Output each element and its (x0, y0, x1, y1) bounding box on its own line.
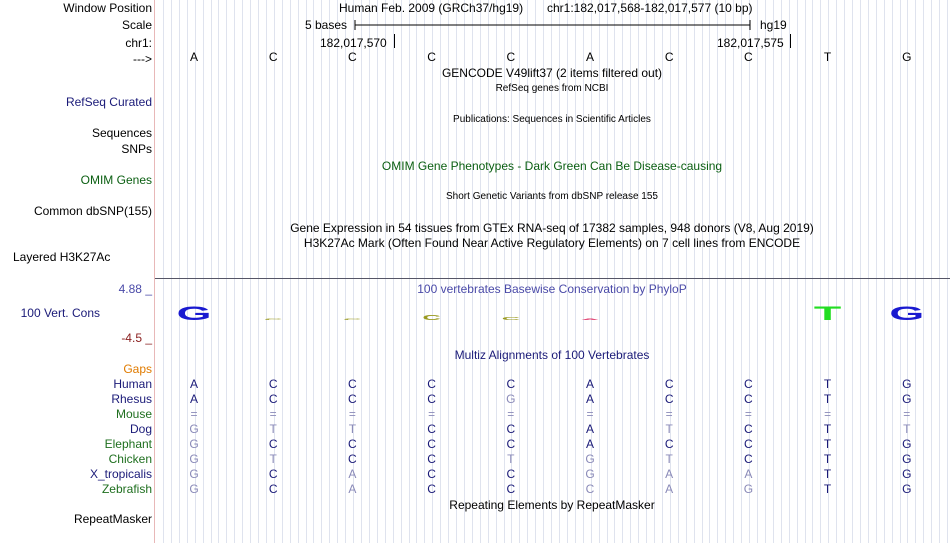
species-label[interactable]: Elephant (104, 437, 152, 451)
alignment-base: C (744, 437, 753, 451)
species-label[interactable]: Mouse (115, 407, 152, 421)
alignment-base: G (902, 452, 912, 466)
alignment-base: G (189, 422, 199, 436)
omim-track-title[interactable]: OMIM Gene Phenotypes - Dark Green Can Be Disease-causing (381, 159, 723, 173)
reference-base: A (189, 50, 198, 64)
alignment-base: T (665, 422, 673, 436)
alignment-base: = (190, 407, 198, 421)
alignment-base: G (189, 482, 199, 496)
alignment-base: C (664, 437, 674, 451)
alignment-base: A (665, 467, 674, 481)
reference-base: C (348, 50, 357, 64)
reference-base: C (268, 50, 278, 64)
dbsnp-track-title[interactable]: Short Genetic Variants from dbSNP release 155 (446, 191, 658, 202)
alignment-base: G (189, 437, 199, 451)
alignment-base: T (823, 377, 832, 391)
alignment-base: C (744, 392, 753, 406)
assembly-text[interactable]: Human Feb. 2009 (GRCh37/hg19) (339, 1, 524, 15)
omim-track-label[interactable]: OMIM Genes (80, 173, 152, 187)
alignment-base: C (348, 452, 357, 466)
alignment-base: = (903, 407, 911, 421)
alignment-base: C (268, 377, 278, 391)
cons-track-label[interactable]: 100 Vert. Cons (20, 306, 100, 320)
alignment-base: C (585, 482, 595, 496)
conservation-logo-letter: T (813, 302, 842, 325)
alignment-base: = (744, 407, 752, 421)
alignment-base: C (427, 377, 436, 391)
reference-base: C (506, 50, 516, 64)
alignment-base: A (585, 422, 594, 436)
alignment-base: T (269, 422, 277, 436)
reference-base: T (823, 50, 832, 64)
alignment-base: C (664, 377, 674, 391)
conservation-logo-letter: C (422, 313, 441, 322)
alignment-base: C (268, 392, 278, 406)
alignment-base: = (665, 407, 673, 421)
repeatmasker-track-label[interactable]: RepeatMasker (73, 512, 152, 526)
alignment-base: T (507, 452, 515, 466)
coord-left: 182,017,570 (320, 36, 387, 50)
cons-max-label: 4.88 _ (118, 282, 152, 296)
coord-right: 182,017,575 (717, 36, 784, 50)
h3k27ac-track-title[interactable]: H3K27Ac Mark (Often Found Near Active Regulatory Elements) on 7 cell lines from ENCODE (303, 236, 801, 250)
chrom-label[interactable]: chr1: (125, 36, 152, 50)
alignment-base: G (743, 482, 754, 496)
conservation-logo-letter: C (501, 315, 520, 322)
alignment-base: C (506, 377, 516, 391)
alignment-base: T (348, 422, 357, 436)
alignment-base: G (585, 467, 595, 481)
window-position-label: Window Position (63, 1, 152, 15)
refseq-track-label[interactable]: RefSeq Curated (65, 95, 152, 109)
alignment-base: C (664, 392, 674, 406)
gaps-label: Gaps (123, 362, 152, 376)
alignment-base: A (585, 437, 594, 451)
species-label[interactable]: Zebrafish (101, 482, 152, 496)
multiz-track-title[interactable]: Multiz Alignments of 100 Vertebrates (454, 348, 650, 362)
alignment-base: T (269, 452, 277, 466)
alignment-base: C (744, 452, 753, 466)
strand-label[interactable]: ---> (133, 52, 152, 66)
conservation-logo-letter: C (264, 318, 283, 321)
alignment-base: C (268, 467, 278, 481)
snps-track-label[interactable]: SNPs (121, 142, 152, 156)
alignment-base: A (585, 392, 594, 406)
alignment-base: T (903, 422, 911, 436)
alignment-base: C (506, 437, 516, 451)
alignment-base: = (586, 407, 594, 421)
conservation-logo-letter: G (889, 302, 925, 325)
refseq-track-title[interactable]: RefSeq genes from NCBI (495, 83, 609, 94)
reference-base: G (902, 50, 912, 64)
reference-base: C (744, 50, 753, 64)
alignment-base: A (348, 482, 357, 496)
dbsnp-track-label[interactable]: Common dbSNP(155) (33, 204, 152, 218)
species-label[interactable]: Chicken (108, 452, 152, 466)
gencode-track-title[interactable]: GENCODE V49lift37 (2 items filtered out) (441, 66, 663, 80)
species-label[interactable]: X_tropicalis (89, 467, 152, 481)
alignment-base: = (269, 407, 277, 421)
alignment-base: C (427, 452, 436, 466)
alignment-base: C (427, 422, 436, 436)
sequences-track-label[interactable]: Sequences (91, 126, 152, 140)
reference-base: A (585, 50, 594, 64)
alignment-base: T (823, 467, 832, 481)
alignment-base: C (268, 437, 278, 451)
alignment-base: A (189, 377, 198, 391)
alignment-base: C (744, 377, 753, 391)
conservation-logo-letter: G (176, 302, 212, 325)
alignment-base: T (823, 422, 832, 436)
alignment-base: = (428, 407, 436, 421)
alignment-base: C (348, 392, 357, 406)
scale-bar-text: 5 bases (305, 18, 348, 32)
alignment-base: G (585, 452, 595, 466)
species-label[interactable]: Dog (129, 422, 152, 436)
alignment-base: G (189, 467, 199, 481)
alignment-base: C (427, 467, 436, 481)
alignment-base: G (902, 377, 912, 391)
alignment-base: T (823, 437, 832, 451)
alignment-base: C (506, 422, 516, 436)
alignment-base: C (348, 377, 357, 391)
gtex-track-title[interactable]: Gene Expression in 54 tissues from GTEx RNA-seq of 17382 samples, 948 donors (V8, Aug 2019) (290, 221, 814, 235)
alignment-base: C (427, 392, 436, 406)
conservation-logo-letter: A (580, 318, 600, 321)
scale-db-text: hg19 (760, 18, 787, 32)
alignment-base: A (189, 392, 198, 406)
position-text[interactable]: chr1:182,017,568-182,017,577 (10 bp) (547, 1, 753, 15)
alignment-base: G (902, 482, 912, 496)
repeatmasker-track-title[interactable]: Repeating Elements by RepeatMasker (449, 498, 655, 512)
alignment-base: G (189, 452, 199, 466)
h3k27ac-track-label[interactable]: Layered H3K27Ac (13, 250, 111, 264)
conservation-logo-letter: C (343, 318, 362, 321)
alignment-base: = (348, 407, 356, 421)
alignment-base: G (902, 437, 912, 451)
alignment-base: T (823, 392, 832, 406)
alignment-base: G (902, 392, 912, 406)
reference-base: C (664, 50, 674, 64)
alignment-base: C (348, 437, 357, 451)
alignment-base: A (348, 467, 357, 481)
alignment-base: C (268, 482, 278, 496)
alignment-base: = (507, 407, 515, 421)
species-label[interactable]: Human (113, 377, 152, 391)
alignment-base: G (902, 467, 912, 481)
alignment-base: C (506, 467, 516, 481)
alignment-base: T (823, 452, 832, 466)
publications-track-title[interactable]: Publications: Sequences in Scientific Articles (453, 114, 651, 125)
alignment-base: G (506, 392, 516, 406)
alignment-base: C (427, 482, 436, 496)
scale-label: Scale (121, 18, 152, 32)
alignment-base: A (744, 467, 753, 481)
alignment-base: A (665, 482, 674, 496)
phylop-track-title[interactable]: 100 vertebrates Basewise Conservation by PhyloP (417, 282, 687, 296)
alignment-base: A (585, 377, 594, 391)
alignment-base: C (427, 437, 436, 451)
reference-base: C (427, 50, 436, 64)
cons-min-label: -4.5 _ (121, 331, 152, 345)
alignment-base: C (744, 422, 753, 436)
alignment-base: T (665, 452, 673, 466)
alignment-base: T (823, 482, 832, 496)
alignment-base: = (824, 407, 832, 421)
species-label[interactable]: Rhesus (111, 392, 152, 406)
alignment-base: C (506, 482, 516, 496)
